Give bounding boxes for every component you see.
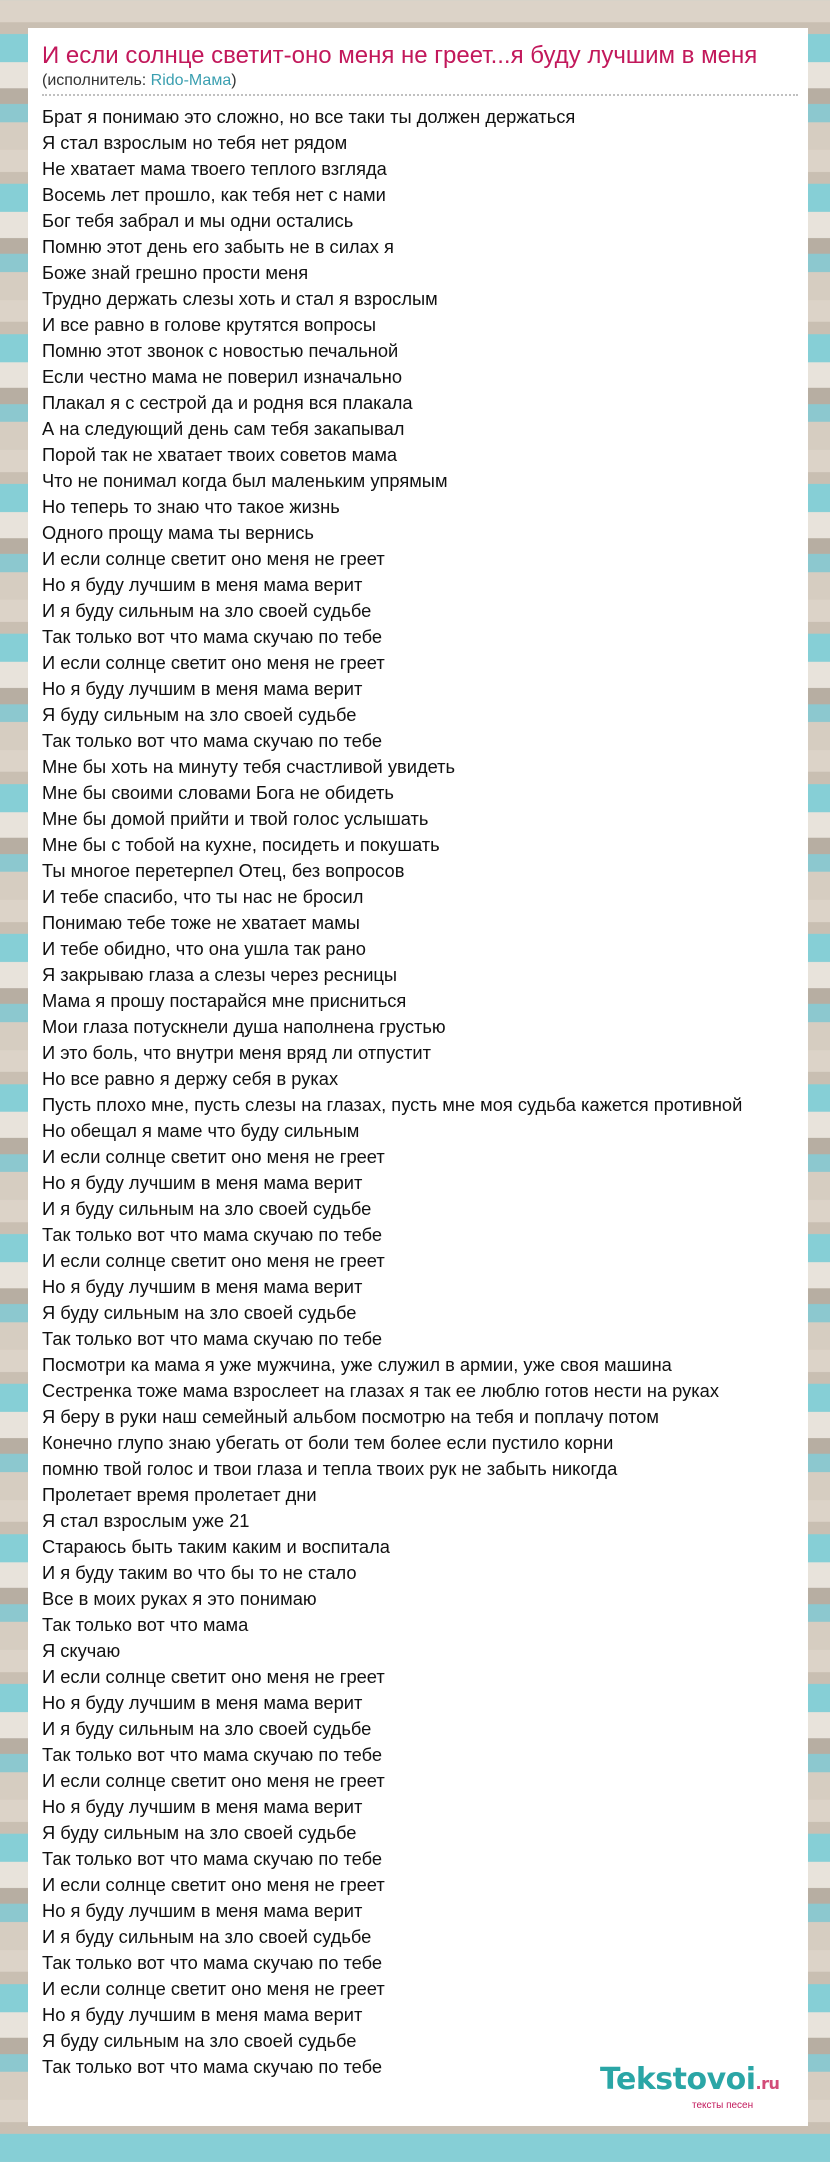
lyric-line: Плакал я с сестрой да и родня вся плакала: [42, 392, 413, 413]
lyric-line: Пролетает время пролетает дни: [42, 1484, 317, 1505]
lyric-line: И если солнце светит оно меня не греет: [42, 1874, 385, 1895]
lyric-line: Мама я прошу постарайся мне присниться: [42, 990, 407, 1011]
lyric-line: И тебе обидно, что она ушла так рано: [42, 938, 366, 959]
lyric-line: И если солнце светит оно меня не греет: [42, 652, 385, 673]
lyric-line: Не хватает мама твоего теплого взгляда: [42, 158, 387, 179]
lyric-line: Но теперь то знаю что такое жизнь: [42, 496, 340, 517]
lyric-line: Я закрываю глаза а слезы через ресницы: [42, 964, 398, 985]
lyrics-panel: [28, 28, 808, 2126]
lyric-line: И если солнце светит оно меня не греет: [42, 1250, 385, 1271]
lyric-line: Я скучаю: [42, 1640, 121, 1661]
lyric-line: Так только вот что мама скучаю по тебе: [42, 626, 383, 647]
lyric-line: И если солнце светит оно меня не греет: [42, 548, 385, 569]
lyrics-text: [42, 104, 830, 2080]
lyric-line: Так только вот что мама скучаю по тебе: [42, 1848, 383, 1869]
performer-prefix: (исполнитель:: [42, 72, 151, 89]
lyric-line: Если честно мама не поверил изначально: [42, 366, 402, 387]
lyric-line: Пусть плохо мне, пусть слезы на глазах, пусть мне моя судьба кажется противной: [42, 1094, 743, 1115]
lyric-line: Ты многое перетерпел Отец, без вопросов: [42, 860, 405, 881]
lyric-line: И я буду сильным на зло своей судьбе: [42, 1198, 372, 1219]
lyric-line: Но я буду лучшим в меня мама верит: [42, 1692, 363, 1713]
lyric-line: И если солнце светит оно меня не греет: [42, 1978, 385, 1999]
logo-subtitle: тексты песен: [692, 2100, 754, 2111]
lyric-line: Посмотри ка мама я уже мужчина, уже служил в армии, уже своя машина: [42, 1354, 672, 1375]
lyric-line: А на следующий день сам тебя закапывал: [42, 418, 405, 439]
lyric-line: Бог тебя забрал и мы одни остались: [42, 210, 354, 231]
performer-suffix: ): [231, 72, 237, 89]
lyric-line: Так только вот что мама скучаю по тебе: [42, 730, 383, 751]
lyric-line: помню твой голос и твои глаза и тепла твоих рук не забыть никогда: [42, 1458, 618, 1479]
lyric-line: Стараюсь быть таким каким и воспитала: [42, 1536, 390, 1557]
lyric-line: Я беру в руки наш семейный альбом посмотрю на тебя и поплачу потом: [42, 1406, 659, 1427]
lyric-line: Но я буду лучшим в меня мама верит: [42, 1900, 363, 1921]
lyric-line: И я буду сильным на зло своей судьбе: [42, 1718, 372, 1739]
lyric-line: И если солнце светит оно меня не греет: [42, 1770, 385, 1791]
lyric-line: Так только вот что мама скучаю по тебе: [42, 1328, 383, 1349]
lyric-line: Но я буду лучшим в меня мама верит: [42, 1796, 363, 1817]
lyric-line: Я стал взрослым но тебя нет рядом: [42, 132, 348, 153]
lyric-line: Конечно глупо знаю убегать от боли тем более если пустило корни: [42, 1432, 614, 1453]
lyric-line: И это боль, что внутри меня вряд ли отпустит: [42, 1042, 432, 1063]
lyric-line: Но я буду лучшим в меня мама верит: [42, 678, 363, 699]
logo-name: Tekstovoi: [600, 2062, 756, 2097]
lyric-line: Так только вот что мама скучаю по тебе: [42, 2056, 383, 2077]
lyric-line: Все в моих руках я это понимаю: [42, 1588, 317, 1609]
lyric-line: Так только вот что мама скучаю по тебе: [42, 1224, 383, 1245]
lyric-line: Помню этот день его забыть не в силах я: [42, 236, 394, 257]
lyric-line: Но я буду лучшим в меня мама верит: [42, 1172, 363, 1193]
lyric-line: И я буду таким во что бы то не стало: [42, 1562, 357, 1583]
lyric-line: Трудно держать слезы хоть и стал я взрослым: [42, 288, 438, 309]
lyric-line: И все равно в голове крутятся вопросы: [42, 314, 376, 335]
lyric-line: Брат я понимаю это сложно, но все таки ты должен держаться: [42, 106, 576, 127]
lyric-line: Но я буду лучшим в меня мама верит: [42, 2004, 363, 2025]
logo-wordmark: [600, 2062, 779, 2097]
lyric-line: Но все равно я держу себя в руках: [42, 1068, 339, 1089]
site-logo[interactable]: [600, 2062, 805, 2118]
lyric-line: Сестренка тоже мама взрослеет на глазах я так ее люблю готов нести на руках: [42, 1380, 719, 1401]
lyric-line: Я буду сильным на зло своей судьбе: [42, 704, 357, 725]
lyric-line: Боже знай грешно прости меня: [42, 262, 309, 283]
logo-tld: .ru: [755, 2074, 780, 2093]
lyric-line: Порой так не хватает твоих советов мама: [42, 444, 398, 465]
lyric-line: И я буду сильным на зло своей судьбе: [42, 1926, 372, 1947]
lyric-line: Я буду сильным на зло своей судьбе: [42, 1302, 357, 1323]
lyric-line: Мне бы своими словами Бога не обидеть: [42, 782, 394, 803]
lyric-line: Но я буду лучшим в меня мама верит: [42, 1276, 363, 1297]
lyric-line: Так только вот что мама: [42, 1614, 249, 1635]
lyric-line: Так только вот что мама скучаю по тебе: [42, 1952, 383, 1973]
lyric-line: Я буду сильным на зло своей судьбе: [42, 2030, 357, 2051]
lyric-line: Понимаю тебе тоже не хватает мамы: [42, 912, 360, 933]
lyric-line: И я буду сильным на зло своей судьбе: [42, 600, 372, 621]
song-title: И если солнце светит-оно меня не греет...я буду лучшим в меня: [42, 42, 758, 69]
lyric-line: Помню этот звонок с новостью печальной: [42, 340, 399, 361]
lyric-line: Восемь лет прошло, как тебя нет с нами: [42, 184, 386, 205]
lyric-line: Я буду сильным на зло своей судьбе: [42, 1822, 357, 1843]
lyric-line: Мне бы домой прийти и твой голос услышать: [42, 808, 429, 829]
lyric-line: Мне бы хоть на минуту тебя счастливой увидеть: [42, 756, 456, 777]
lyric-line: Что не понимал когда был маленьким упрямым: [42, 470, 448, 491]
lyric-line: И тебе спасибо, что ты нас не бросил: [42, 886, 364, 907]
lyric-line: Мои глаза потускнели душа наполнена грустью: [42, 1016, 446, 1037]
lyric-line: Я стал взрослым уже 21: [42, 1510, 250, 1531]
lyric-line: И если солнце светит оно меня не греет: [42, 1146, 385, 1167]
performer-line: [42, 72, 237, 90]
lyric-line: Одного прощу мама ты вернись: [42, 522, 314, 543]
lyric-line: Но обещал я маме что буду сильным: [42, 1120, 360, 1141]
performer-link[interactable]: Rido-Мама: [150, 72, 232, 89]
lyric-line: Так только вот что мама скучаю по тебе: [42, 1744, 383, 1765]
lyric-line: Мне бы с тобой на кухне, посидеть и покушать: [42, 834, 440, 855]
lyric-line: И если солнце светит оно меня не греет: [42, 1666, 385, 1687]
lyric-line: Но я буду лучшим в меня мама верит: [42, 574, 363, 595]
title-divider: [42, 94, 798, 96]
